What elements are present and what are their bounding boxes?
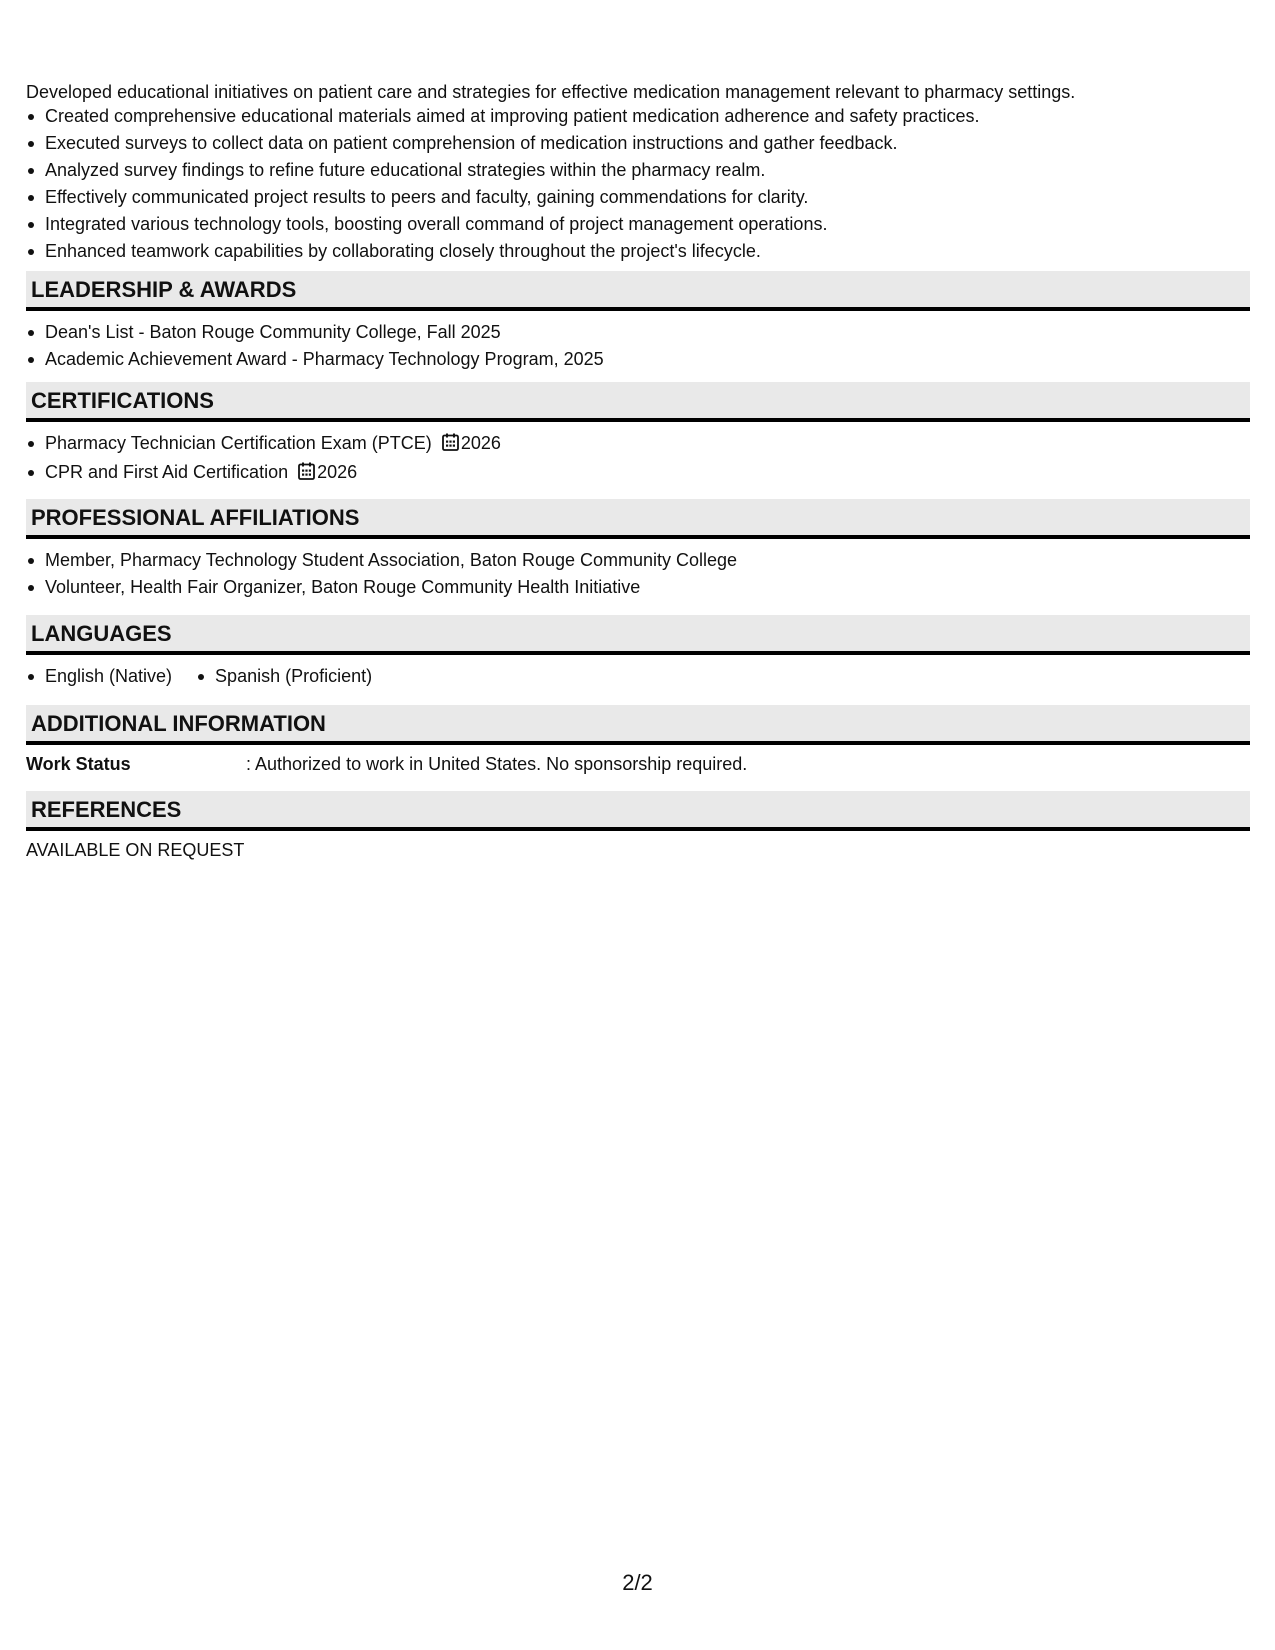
languages-section: [26, 615, 1250, 690]
list-item: Enhanced teamwork capabilities by collaborating closely throughout the project's lifecycle.: [26, 238, 980, 265]
list-item: Created comprehensive educational materials aimed at improving patient medication adherence and safety practices.: [26, 103, 980, 130]
certifications-section: [26, 382, 1250, 488]
languages-list: [26, 655, 1250, 690]
additional-info-section: [26, 705, 1250, 777]
references-text: AVAILABLE ON REQUEST: [26, 840, 245, 860]
page-number: 2/2: [622, 1570, 653, 1595]
list-item: Effectively communicated project results to peers and faculty, gaining commendations for clarity.: [26, 184, 980, 211]
project-bullet-list: [26, 103, 980, 265]
list-item: Member, Pharmacy Technology Student Association, Baton Rouge Community College: [26, 547, 1250, 574]
section-heading: CERTIFICATIONS: [26, 382, 1250, 422]
work-status-label: Work Status: [26, 754, 131, 774]
affiliations-list: [26, 539, 1250, 601]
list-item: Academic Achievement Award - Pharmacy Technology Program, 2025: [26, 346, 1250, 373]
work-status-value: : Authorized to work in United States. No sponsorship required.: [246, 754, 748, 774]
certifications-list: [26, 422, 1250, 488]
section-heading: PROFESSIONAL AFFILIATIONS: [26, 499, 1250, 539]
certification-name: Pharmacy Technician Certification Exam (PTCE): [45, 433, 432, 453]
calendar-icon: [442, 432, 459, 459]
section-heading: LEADERSHIP & AWARDS: [26, 271, 1250, 311]
language-item: English (Native): [26, 663, 172, 690]
list-item: Integrated various technology tools, boosting overall command of project management operations.: [26, 211, 980, 238]
leadership-section: [26, 271, 1250, 373]
project-intro: Developed educational initiatives on patient care and strategies for effective medication management relevant to pharmacy settings.: [26, 82, 1076, 102]
certification-year: 2026: [317, 462, 358, 482]
section-heading: LANGUAGES: [26, 615, 1250, 655]
section-heading: ADDITIONAL INFORMATION: [26, 705, 1250, 745]
certification-year: 2026: [460, 433, 501, 453]
leadership-list: [26, 311, 1250, 373]
certification-name: CPR and First Aid Certification: [45, 462, 289, 482]
references-section: [26, 791, 1250, 863]
list-item: Volunteer, Health Fair Organizer, Baton Rouge Community Health Initiative: [26, 574, 1250, 601]
affiliations-section: [26, 499, 1250, 601]
work-status-row: [26, 745, 1250, 777]
certification-item: [26, 459, 1250, 488]
language-item: Spanish (Proficient): [196, 663, 372, 690]
list-item: Analyzed survey findings to refine future educational strategies within the pharmacy realm.: [26, 157, 980, 184]
list-item: Executed surveys to collect data on patient comprehension of medication instructions and gather feedback.: [26, 130, 980, 157]
list-item: Dean's List - Baton Rouge Community College, Fall 2025: [26, 319, 1250, 346]
certification-item: [26, 430, 1250, 459]
calendar-icon: [298, 461, 315, 488]
section-heading: REFERENCES: [26, 791, 1250, 831]
